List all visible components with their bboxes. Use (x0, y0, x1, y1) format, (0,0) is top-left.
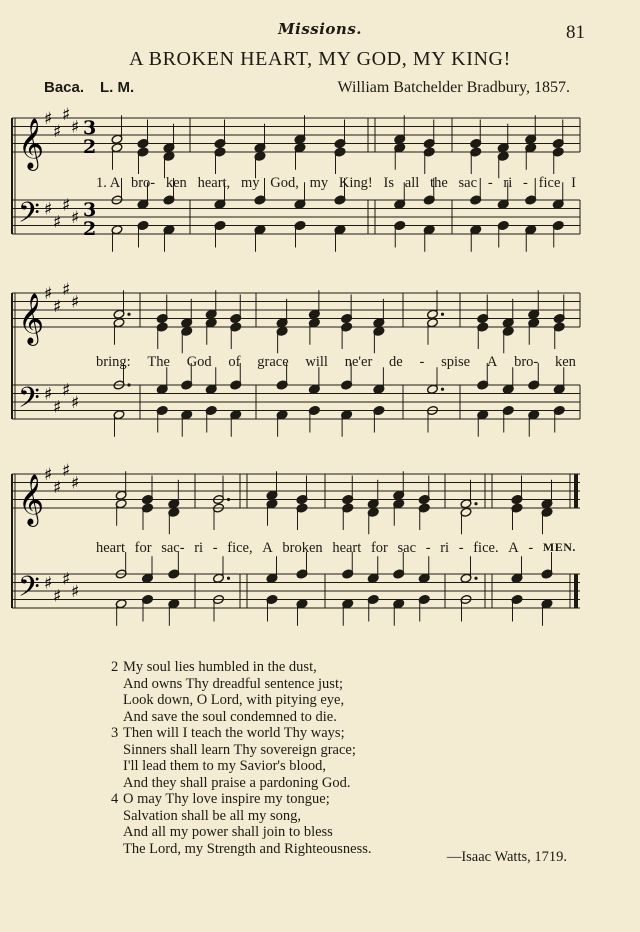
page-number: 81 (566, 22, 585, 43)
lyric-syllable: ri (440, 540, 450, 556)
lyric-line-3 (96, 540, 576, 557)
sharp-sign: ♯ (53, 212, 62, 233)
verse-number: 2 (111, 659, 119, 675)
sharp-sign: ♯ (71, 393, 80, 413)
lyric-syllable: Is (383, 175, 395, 191)
lyric-syllable: de (389, 354, 403, 370)
lyric-syllable: The (147, 354, 170, 370)
bass-clef: 𝄢 (18, 381, 40, 422)
lyric-syllable: my (309, 175, 329, 191)
sharp-sign: ♯ (71, 473, 80, 494)
lyric-syllable: for (370, 540, 388, 556)
lyric-syllable: A (486, 354, 498, 370)
lyric-syllable: of (228, 354, 241, 370)
lyric-syllable: ne'er (344, 354, 373, 370)
verse-line: I'll lead them to my Savior's blood, (123, 758, 326, 774)
lyric-syllable: - (528, 540, 534, 556)
lyric-syllable: - (458, 540, 464, 556)
verse-4 (111, 791, 372, 857)
lyric-syllable: bring: (96, 354, 131, 370)
lyric-syllable: - (523, 175, 528, 191)
verse-line: Sinners shall learn Thy sovereign grace; (123, 741, 356, 758)
sharp-sign: ♯ (53, 121, 62, 142)
lyric-syllable: all (404, 175, 420, 191)
dot (227, 577, 230, 580)
dot (441, 388, 444, 391)
lyric-syllable: sac (397, 540, 417, 556)
lyric-syllable: fice, (227, 540, 253, 556)
dot (474, 577, 477, 580)
author-attribution: —Isaac Watts, 1719. (446, 849, 567, 865)
verse-line: My soul lies humbled in the dust, (123, 659, 317, 675)
lyric-syllable: the (430, 175, 448, 191)
sharp-sign: ♯ (53, 477, 62, 498)
time-signature-bottom: 2 (83, 218, 97, 240)
verse-line: The Lord, my Strength and Righteousness. (123, 840, 372, 857)
verse-line: Salvation shall be all my song, (123, 807, 302, 824)
lyric-syllable: - (425, 540, 431, 556)
lyric-syllable: sac- (161, 540, 185, 556)
sharp-sign: ♯ (53, 586, 62, 607)
lyric-syllable: broken (282, 540, 323, 556)
sharp-sign: ♯ (71, 208, 80, 228)
dot (441, 313, 444, 316)
lyric-line-2 (96, 354, 576, 371)
lyric-syllable: heart (96, 540, 125, 556)
lyric-syllable: fice. (473, 540, 499, 556)
sharp-sign: ♯ (44, 284, 53, 304)
tune-name: Baca. (44, 79, 85, 96)
section-heading: Missions. (278, 20, 362, 38)
verse-line: Look down, O Lord, with pitying eye, (123, 692, 345, 708)
lyric-syllable: sac (458, 175, 478, 191)
sharp-sign: ♯ (62, 104, 71, 125)
treble-clef: 𝄞 (18, 293, 45, 344)
sharp-sign: ♯ (53, 397, 62, 418)
verse-line: And all my power shall join to bless (123, 824, 333, 840)
lyric-syllable: ken (165, 175, 187, 191)
lyric-syllable: fice (538, 175, 561, 191)
lyric-syllable: - (419, 354, 425, 370)
lyric-syllable: - (487, 175, 493, 191)
sharp-sign: ♯ (62, 460, 71, 481)
lyric-syllable: grace (257, 354, 289, 370)
sharp-sign: ♯ (44, 199, 53, 220)
time-signature-top: 3 (83, 199, 97, 221)
sharp-sign: ♯ (62, 195, 71, 216)
sharp-sign: ♯ (62, 279, 71, 300)
verse-2 (111, 659, 345, 725)
verse-line: And owns Thy dreadful sentence just; (123, 675, 344, 692)
time-signature-bottom: 2 (83, 136, 97, 158)
dot (227, 498, 230, 501)
lyric-syllable: heart, (197, 175, 231, 191)
treble-clef: 𝄞 (18, 118, 45, 169)
lyric-syllable: A (508, 540, 519, 556)
lyric-syllable: ri (194, 540, 204, 556)
lyric-syllable: MEN. (542, 540, 576, 554)
tune-meter: L. M. (100, 79, 135, 96)
lyric-syllable: - (212, 540, 218, 556)
lyric-syllable: A (262, 540, 273, 556)
sharp-sign: ♯ (71, 292, 80, 313)
verse-line: Then will I teach the world Thy ways; (123, 725, 345, 741)
lyric-syllable: will (305, 354, 328, 370)
bass-clef: 𝄢 (18, 570, 40, 611)
composer-credit: William Batchelder Bradbury, 1857. (337, 79, 570, 96)
sharp-sign: ♯ (71, 117, 80, 138)
verse-number: 4 (111, 791, 119, 807)
lyric-line-1 (96, 175, 576, 192)
sharp-sign: ♯ (53, 296, 62, 317)
lyric-syllable: bro- (130, 175, 156, 191)
lyric-syllable: God, (270, 175, 299, 191)
time-signature-top: 3 (83, 117, 97, 139)
lyric-syllable: 1. A (96, 175, 121, 191)
lyric-syllable: God (186, 354, 212, 370)
verse-line: And save the soul condemned to die. (123, 708, 337, 725)
dot (474, 502, 477, 505)
lyric-syllable: I (571, 175, 576, 191)
verse-line: O may Thy love inspire my tongue; (123, 791, 330, 807)
treble-clef: 𝄞 (18, 474, 45, 525)
dot (127, 313, 130, 316)
lyric-syllable: ken (554, 354, 576, 370)
verse-3 (111, 725, 356, 791)
sharp-sign: ♯ (44, 465, 53, 485)
lyric-syllable: ri (503, 175, 513, 191)
hymn-title: A BROKEN HEART, MY GOD, MY KING! (129, 48, 511, 70)
bass-clef: 𝄢 (18, 196, 40, 237)
verse-line: And they shall praise a pardoning God. (123, 774, 351, 791)
sharp-sign: ♯ (71, 582, 80, 602)
verse-number: 3 (111, 725, 119, 741)
sharp-sign: ♯ (44, 109, 53, 129)
lyric-syllable: heart (332, 540, 362, 556)
lyric-syllable: spise (441, 354, 471, 370)
sharp-sign: ♯ (62, 569, 71, 590)
dot (127, 383, 130, 386)
sharp-sign: ♯ (44, 573, 53, 594)
lyric-syllable: for (134, 540, 152, 556)
sharp-sign: ♯ (62, 380, 71, 401)
lyric-syllable: my (240, 175, 260, 191)
sharp-sign: ♯ (44, 384, 53, 405)
lyric-syllable: King! (338, 175, 373, 191)
lyric-syllable: bro- (514, 354, 539, 370)
